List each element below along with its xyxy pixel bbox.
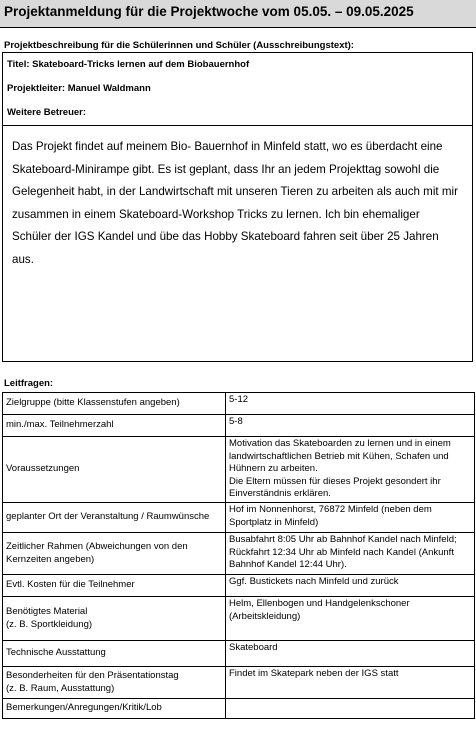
guide-section-label: Leitfragen: (4, 378, 54, 389)
question-cell: Besonderheiten für den Präsentationstag (z. B. Raum, Ausstattung) (3, 667, 226, 699)
table-row (3, 533, 475, 575)
table-row (3, 437, 475, 503)
question-cell: Bemerkungen/Anregungen/Kritik/Lob (3, 699, 226, 719)
question-cell: min./max. Teilnehmerzahl (3, 415, 226, 437)
question-cell: Zielgruppe (bitte Klassenstufen angeben) (3, 393, 226, 415)
table-row (3, 503, 475, 533)
table-row (3, 575, 475, 597)
guide-questions-table (2, 392, 475, 719)
answer-cell: 5-12 (226, 393, 475, 415)
answer-cell: Findet im Skatepark neben der IGS statt (226, 667, 475, 699)
question-cell: Evtl. Kosten für die Teilnehmer (3, 575, 226, 597)
answer-cell (226, 699, 475, 719)
question-cell: Benötigtes Material (z. B. Sportkleidung) (3, 597, 226, 641)
answer-cell: Ggf. Bustickets nach Minfeld und zurück (226, 575, 475, 597)
question-cell: Zeitlicher Rahmen (Abweichungen von den Kernzeiten angeben) (3, 533, 226, 575)
table-row (3, 667, 475, 699)
answer-cell: Motivation das Skateboarden zu lernen und in einem landwirtschaftlichen Betrieb mit Kühen, Schafen und Hühnern zu arbeiten. Die Eltern müssen für dieses Projekt gesondert ihr Einverständnis erklären. (226, 437, 475, 503)
answer-cell: 5-8 (226, 415, 475, 437)
answer-cell: Busabfahrt 8:05 Uhr ab Bahnhof Kandel nach Minfeld; Rückfahrt 12:34 Uhr ab Minfeld nach Kandel (Ankunft Bahnhof Kandel 12:44 Uhr). (226, 533, 475, 575)
answer-cell: Skateboard (226, 641, 475, 667)
table-row (3, 597, 475, 641)
form-title: Projektanmeldung für die Projektwoche vom 05.05. – 09.05.2025 (0, 0, 476, 28)
table-row (3, 641, 475, 667)
table-row (3, 415, 475, 437)
description-text: Das Projekt findet auf meinem Bio- Bauernhof in Minfeld statt, wo es überdacht eine Skateboard-Minirampe gibt. Es ist geplant, dass Ihr an jedem Projekttag sowohl die Gelegenheit habt, in der Landwirtschaft mit unseren Tieren zu arbeiten als auch mit mir zusammen in einem Skateboard-Workshop Tricks zu lernen. Ich bin ehemaliger Schüler der IGS Kandel und übe das Hobby Skateboard fahren seit über 25 Jahren aus. (12, 140, 458, 266)
additional-supervisors: Weitere Betreuer: (7, 107, 87, 118)
answer-cell: Hof im Nonnenhorst, 76872 Minfeld (neben dem Sportplatz in Minfeld) (226, 503, 475, 533)
question-cell: Technische Ausstattung (3, 641, 226, 667)
question-cell: Voraussetzungen (3, 437, 226, 503)
table-row (3, 393, 475, 415)
question-cell: geplanter Ort der Veranstaltung / Raumwünsche (3, 503, 226, 533)
project-info-box (2, 52, 473, 126)
answer-cell: Helm, Ellenbogen und Handgelenkschoner (Arbeitskleidung) (226, 597, 475, 641)
project-title: Titel: Skateboard-Tricks lernen auf dem Biobauernhof (7, 59, 250, 70)
description-box (2, 126, 473, 362)
project-leader: Projektleiter: Manuel Waldmann (7, 83, 151, 94)
description-section-label: Projektbeschreibung für die Schülerinnen und Schüler (Ausschreibungstext): (4, 40, 354, 51)
table-row (3, 699, 475, 719)
